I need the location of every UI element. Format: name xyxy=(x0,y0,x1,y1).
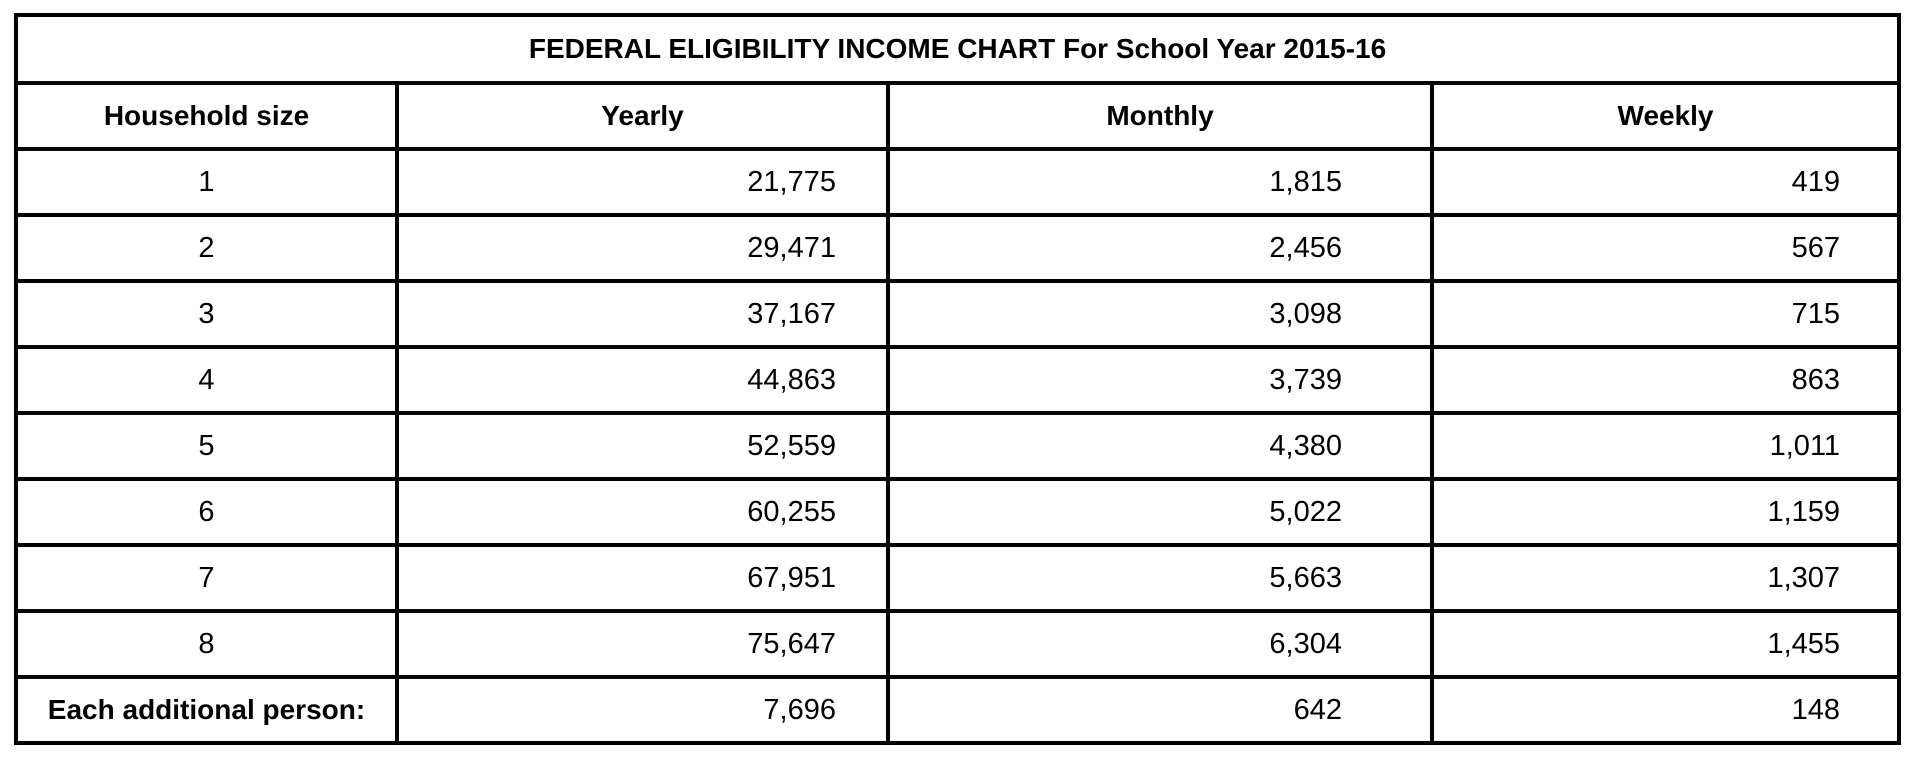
monthly-value: 1,815 xyxy=(888,149,1432,215)
table-row xyxy=(16,347,1899,413)
weekly-value: 1,455 xyxy=(1432,611,1899,677)
household-size-cell: 5 xyxy=(16,413,397,479)
monthly-value: 642 xyxy=(888,677,1432,743)
household-size-cell: 2 xyxy=(16,215,397,281)
yearly-value: 21,775 xyxy=(397,149,888,215)
yearly-value: 67,951 xyxy=(397,545,888,611)
table-row xyxy=(16,215,1899,281)
weekly-value: 567 xyxy=(1432,215,1899,281)
weekly-value: 1,159 xyxy=(1432,479,1899,545)
table-row xyxy=(16,149,1899,215)
household-size-cell: 1 xyxy=(16,149,397,215)
column-header-monthly: Monthly xyxy=(888,83,1432,149)
table-title: FEDERAL ELIGIBILITY INCOME CHART For School Year 2015-16 xyxy=(16,15,1899,83)
table-row xyxy=(16,545,1899,611)
income-eligibility-table xyxy=(14,13,1901,745)
yearly-value: 75,647 xyxy=(397,611,888,677)
monthly-value: 6,304 xyxy=(888,611,1432,677)
yearly-value: 29,471 xyxy=(397,215,888,281)
household-size-cell: 7 xyxy=(16,545,397,611)
table-title-row xyxy=(16,15,1899,83)
column-header-weekly: Weekly xyxy=(1432,83,1899,149)
monthly-value: 4,380 xyxy=(888,413,1432,479)
yearly-value: 60,255 xyxy=(397,479,888,545)
monthly-value: 5,022 xyxy=(888,479,1432,545)
table-row xyxy=(16,281,1899,347)
table-header-row xyxy=(16,83,1899,149)
weekly-value: 1,011 xyxy=(1432,413,1899,479)
household-size-cell: 8 xyxy=(16,611,397,677)
monthly-value: 5,663 xyxy=(888,545,1432,611)
household-size-cell: 4 xyxy=(16,347,397,413)
household-size-cell: Each additional person: xyxy=(16,677,397,743)
column-header-household-size: Household size xyxy=(16,83,397,149)
table-row xyxy=(16,479,1899,545)
weekly-value: 863 xyxy=(1432,347,1899,413)
yearly-value: 52,559 xyxy=(397,413,888,479)
column-header-yearly: Yearly xyxy=(397,83,888,149)
household-size-cell: 3 xyxy=(16,281,397,347)
weekly-value: 715 xyxy=(1432,281,1899,347)
weekly-value: 419 xyxy=(1432,149,1899,215)
household-size-cell: 6 xyxy=(16,479,397,545)
yearly-value: 7,696 xyxy=(397,677,888,743)
monthly-value: 2,456 xyxy=(888,215,1432,281)
table-row-additional-person xyxy=(16,677,1899,743)
yearly-value: 44,863 xyxy=(397,347,888,413)
table-row xyxy=(16,611,1899,677)
table-row xyxy=(16,413,1899,479)
weekly-value: 148 xyxy=(1432,677,1899,743)
monthly-value: 3,098 xyxy=(888,281,1432,347)
weekly-value: 1,307 xyxy=(1432,545,1899,611)
monthly-value: 3,739 xyxy=(888,347,1432,413)
yearly-value: 37,167 xyxy=(397,281,888,347)
